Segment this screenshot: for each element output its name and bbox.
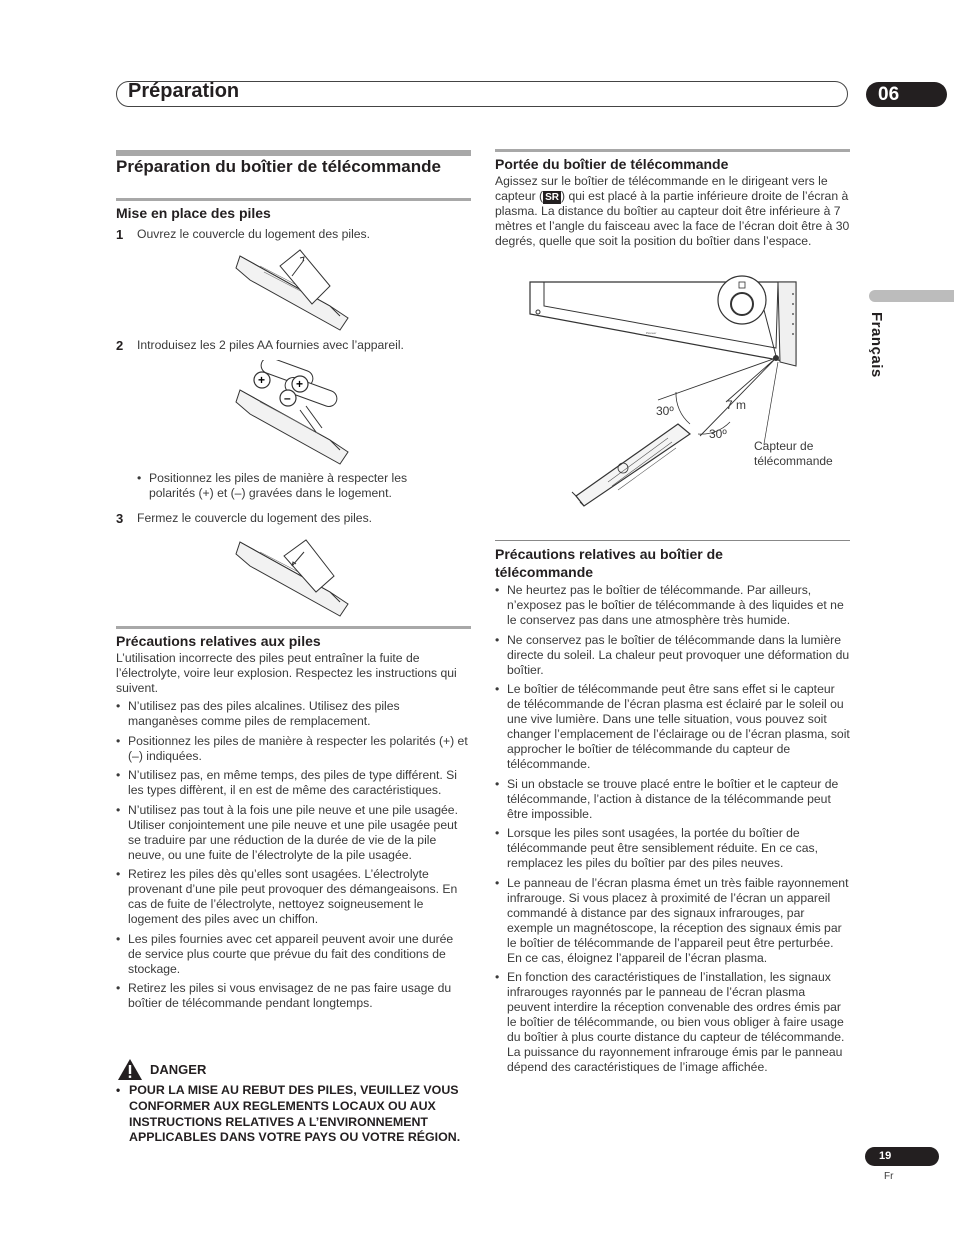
- step-1: [116, 226, 371, 244]
- list-item: • Le boîtier de télécommande peut être sans effet si le capteur de télécommande de l’écran plasma est éclairé par le soleil ou une vive lumière. Dans une telle situation, vous pouvez soit changer l’emplacement de l’éclairage ou de l’écran plasma, soit approcher le boîtier de télécommande du capteur de télécommande.: [495, 682, 851, 772]
- section-title: Préparation du boîtier de télécommande: [116, 157, 441, 176]
- list-item: • Lorsque les piles sont usagées, la portée du boîtier de télécommande peut être sensiblement réduite. En ce cas, remplacez les piles du boîtier par des piles neuves.: [495, 826, 851, 871]
- section-bar: [116, 150, 471, 156]
- range-diagram: [528, 274, 850, 510]
- bullet: •: [116, 1083, 121, 1097]
- step-2: [116, 337, 404, 355]
- danger-label: DANGER: [150, 1062, 207, 1077]
- remote-insert-batteries-illustration: [230, 360, 360, 470]
- svg-text:Pioneer: Pioneer: [646, 331, 657, 335]
- list-item: • N’utilisez pas des piles alcalines. Utilisez des piles manganèses comme piles de remplacement.: [116, 699, 470, 729]
- step-number: 1: [116, 227, 124, 242]
- distance-label: 7 m: [726, 398, 747, 412]
- list-item: • Ne conservez pas le boîtier de télécommande dans la lumière directe du soleil. La chaleur peut provoquer une déformation du boîtier.: [495, 633, 851, 678]
- language-tab: [869, 290, 954, 302]
- step-3: [116, 510, 373, 528]
- remote-precautions-list: [495, 583, 851, 1080]
- list-item: • N’utilisez pas tout à la fois une pile neuve et une pile usagée. Utiliser conjointement une pile neuve et une pile usagée peut se traduire par une réduction de la durée de vie de la pile neuve, ou une fuite de l’électrolyte de la pile usagée.: [116, 803, 470, 863]
- page-number: 19: [865, 1147, 939, 1166]
- step-text: Fermez le couvercle du logement des piles.: [137, 511, 373, 525]
- subsection-bar: [116, 198, 471, 201]
- list-item: • En fonction des caractéristiques de l’installation, les signaux infrarouges rayonnés par le panneau de l’écran plasma peuvent interdire la réception convenable des ordres émis par le boîtier de télécommande, ou bien vous obliger à faire usage du boîtier à plus courte distance du capteur de télécommande. La puissance du rayonnement infrarouge émis par le panneau dépend des caractéristiques de l’image affichée.: [495, 970, 851, 1075]
- page-title: Préparation: [128, 80, 240, 102]
- battery-precautions-list: [116, 699, 470, 1016]
- sensor-icon: SR: [545, 192, 560, 203]
- sensor-label-line-1: Capteur de: [754, 439, 814, 453]
- list-item: • Les piles fournies avec cet appareil peuvent avoir une durée de service plus courte que prévue du fait des conditions de stockage.: [116, 932, 470, 977]
- language-label: Français: [868, 312, 885, 378]
- list-item: • N’utilisez pas, en même temps, des piles de type différent. Si les types diffèrent, il en est de même des caractéristiques.: [116, 768, 470, 798]
- step-text: Introduisez les 2 piles AA fournies avec l’appareil.: [137, 338, 404, 352]
- step-2-notes: [137, 471, 429, 506]
- battery-install-title: Mise en place des piles: [116, 205, 271, 221]
- language-code: Fr: [884, 1171, 894, 1182]
- list-item: • Ne heurtez pas le boîtier de télécommande. Par ailleurs, n’exposez pas le boîtier de télécommande à des liquides et ne le conservez pas dans une atmosphère très humide.: [495, 583, 851, 628]
- range-title: Portée du boîtier de télécommande: [495, 156, 729, 172]
- subsection-rule: [495, 540, 850, 541]
- list-item: • Positionnez les piles de manière à respecter les polarités (+) et (–) gravées dans le logement.: [137, 471, 429, 501]
- subsection-bar: [495, 149, 850, 152]
- danger-notice: [116, 1083, 472, 1146]
- list-item: • Retirez les piles si vous envisagez de ne pas faire usage du boîtier de télécommande pendant longtemps.: [116, 981, 470, 1011]
- svg-text:+: +: [258, 373, 266, 387]
- danger-text: POUR LA MISE AU REBUT DES PILES, VEUILLEZ VOUS CONFORMER AUX REGLEMENTS LOCAUX OU AUX INSTRUCTIONS RELATIVES A L’ENVIRONNEMENT APPLICABLES DANS VOTRE PAYS OU VOTRE RÉGION.: [129, 1083, 461, 1145]
- list-item: • Retirez les piles dès qu’elles sont usagées. L’électrolyte provenant d’une pile peut provoquer des démangeaisons. En cas de fuite de l’électrolyte, nettoyez soigneusement le logement des piles avec un chiffon.: [116, 867, 470, 927]
- battery-precautions-intro: L’utilisation incorrecte des piles peut entraîner la fuite de l’électrolyte, voire leur explosion. Respectez les instructions qui suivent.: [116, 651, 457, 695]
- list-item: • Si un obstacle se trouve placé entre le boîtier et le capteur de télécommande, l’action à distance de la télécommande peut être impossible.: [495, 777, 851, 822]
- step-number: 2: [116, 338, 124, 353]
- svg-text:–: –: [284, 391, 291, 405]
- remote-close-cover-illustration: [230, 532, 355, 620]
- angle-right-label: 30º: [709, 427, 727, 441]
- step-text: Ouvrez le couvercle du logement des piles.: [137, 227, 371, 241]
- range-text: Agissez sur le boîtier de télécommande en le dirigeant vers le capteur ( SR ) qui est placé à la partie inférieure droite de l’écran à plasma. La distance du boîtier au capteur doit être inférieure à 7 mètres et l’angle du faisceau avec la face de l’écran doit être à 30 degrés, quelle que soit la position du boîtier dans l’espace.: [495, 174, 850, 248]
- remote-precautions-title: Précautions relatives au boîtier de télécommande: [495, 546, 723, 580]
- step-number: 3: [116, 511, 124, 526]
- chapter-badge: 06: [866, 82, 947, 107]
- warning-icon: [117, 1058, 143, 1081]
- svg-text:+: +: [296, 377, 304, 391]
- list-item: • Positionnez les piles de manière à respecter les polarités (+) et (–) indiquées.: [116, 734, 470, 764]
- remote-open-cover-illustration: [230, 246, 355, 336]
- battery-precautions-title: Précautions relatives aux piles: [116, 633, 321, 649]
- sensor-label-line-2: télécommande: [754, 454, 833, 468]
- angle-left-label: 30º: [656, 404, 674, 418]
- list-item: • Le panneau de l’écran plasma émet un très faible rayonnement infrarouge. Si vous placez à proximité de l’écran un appareil commandé à distance par des signaux infrarouges, par exemple un magnétoscope, la réception des signaux émis par le boîtier de télécommande de l’appareil peut être perturbée. En ce cas, éloignez l’appareil de l’écran plasma.: [495, 876, 851, 966]
- subsection-bar: [116, 626, 471, 629]
